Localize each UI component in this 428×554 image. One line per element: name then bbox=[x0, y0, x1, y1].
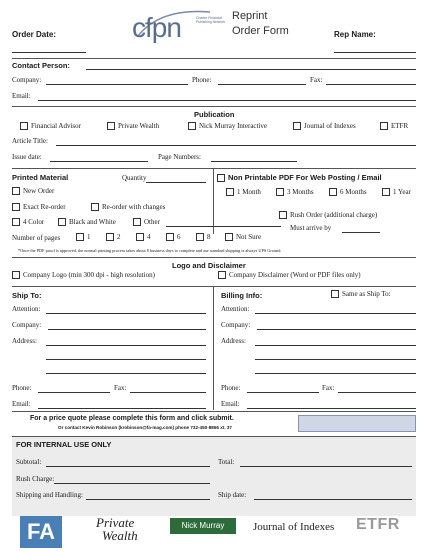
bill-attention-label: Attention: bbox=[221, 305, 250, 313]
bill-email-input[interactable] bbox=[247, 408, 416, 409]
checkbox[interactable] bbox=[12, 187, 20, 195]
new-order-option[interactable]: New Order bbox=[12, 187, 54, 195]
checkbox[interactable] bbox=[136, 233, 144, 241]
ship-phone-label: Phone: bbox=[12, 384, 32, 392]
checkbox[interactable] bbox=[380, 122, 388, 130]
checkbox[interactable] bbox=[188, 122, 196, 130]
publication-option-nick-murray[interactable]: Nick Murray Interactive bbox=[188, 122, 267, 130]
four-color-option[interactable]: 4 Color bbox=[12, 218, 44, 226]
pages-option-2[interactable]: 2 bbox=[106, 233, 121, 241]
checkbox[interactable] bbox=[382, 188, 390, 196]
bill-phone-label: Phone: bbox=[221, 384, 241, 392]
bill-company-label: Company: bbox=[221, 321, 251, 329]
bill-attention-input[interactable] bbox=[255, 313, 416, 314]
checkbox[interactable] bbox=[329, 188, 337, 196]
ship-company-label: Company: bbox=[12, 321, 42, 329]
checkbox[interactable] bbox=[331, 290, 339, 298]
checkbox[interactable] bbox=[58, 218, 66, 226]
ship-address-label: Address: bbox=[12, 337, 37, 345]
submit-button[interactable] bbox=[298, 415, 416, 432]
pages-option-4[interactable]: 4 bbox=[136, 233, 151, 241]
checkbox[interactable] bbox=[196, 233, 204, 241]
private-wealth-logo: Private Wealth bbox=[96, 515, 138, 543]
printed-material-title: Printed Material bbox=[12, 173, 69, 182]
checkbox[interactable] bbox=[91, 203, 99, 211]
checkbox[interactable] bbox=[76, 233, 84, 241]
fax-input[interactable] bbox=[326, 84, 416, 85]
other-input[interactable] bbox=[166, 226, 281, 227]
must-arrive-input[interactable] bbox=[342, 232, 380, 233]
contact-info-text: Or contact Kevin Robinson (krobinson@fa-mag.com) phone 732-450-8866 xt. 37 bbox=[58, 425, 232, 430]
pdf-option[interactable]: Non Printable PDF For Web Posting / Email bbox=[217, 173, 382, 182]
bill-address-label: Address: bbox=[221, 337, 246, 345]
publication-title: Publication bbox=[194, 110, 235, 119]
article-title-label: Article Title: bbox=[12, 137, 48, 145]
divider bbox=[12, 106, 416, 107]
publication-option-journal-of-indexes[interactable]: Journal of Indexes bbox=[293, 122, 356, 130]
bill-phone-input[interactable] bbox=[247, 392, 319, 393]
publication-option-private-wealth[interactable]: Private Wealth bbox=[107, 122, 159, 130]
pages-option-8[interactable]: 8 bbox=[196, 233, 211, 241]
ship-attention-input[interactable] bbox=[46, 313, 206, 314]
reorder-changes-option[interactable]: Re-order with changes bbox=[91, 203, 165, 211]
shipping-handling-input[interactable] bbox=[86, 499, 210, 500]
email-label: Email: bbox=[12, 92, 31, 100]
pdf-1-year[interactable]: 1 Year bbox=[382, 188, 411, 196]
pdf-3-months[interactable]: 3 Months bbox=[276, 188, 314, 196]
divider bbox=[12, 168, 416, 169]
printing-note: *Once the PDF proof is approved, the normal printing process takes about 8 business days to complete and our standard shipping is always UPS Ground. bbox=[18, 248, 282, 253]
cfpn-tagline: Charter Financial Publishing Network bbox=[196, 16, 226, 24]
billing-info-title: Billing Info: bbox=[221, 291, 263, 300]
bill-address-input[interactable] bbox=[255, 359, 416, 360]
journal-of-indexes-logo: Journal of Indexes bbox=[253, 521, 335, 533]
total-input[interactable] bbox=[240, 466, 412, 467]
divider bbox=[12, 257, 416, 258]
rush-charge-label: Rush Charge: bbox=[16, 475, 55, 483]
checkbox[interactable] bbox=[106, 233, 114, 241]
etfr-logo: ETFR bbox=[356, 516, 400, 533]
bill-email-label: Email: bbox=[221, 400, 240, 408]
title-line-1: Reprint bbox=[232, 10, 268, 22]
checkbox[interactable] bbox=[217, 174, 225, 182]
checkbox[interactable] bbox=[12, 218, 20, 226]
title-line-2: Order Form bbox=[232, 25, 289, 37]
order-date-input[interactable] bbox=[12, 52, 86, 53]
pdf-1-month[interactable]: 1 Month bbox=[226, 188, 261, 196]
fa-logo: FA bbox=[20, 516, 62, 548]
checkbox[interactable] bbox=[226, 188, 234, 196]
bill-fax-input[interactable] bbox=[338, 392, 416, 393]
ship-date-label: Ship date: bbox=[218, 491, 247, 499]
checkbox[interactable] bbox=[218, 271, 226, 279]
column-divider bbox=[213, 286, 214, 410]
checkbox[interactable] bbox=[133, 218, 141, 226]
rush-charge-input[interactable] bbox=[54, 483, 210, 484]
issue-date-input[interactable] bbox=[50, 161, 148, 162]
ship-to-title: Ship To: bbox=[12, 291, 42, 300]
publication-option-financial-advisor[interactable]: Financial Advisor bbox=[20, 122, 81, 130]
divider bbox=[12, 58, 416, 59]
phone-label: Phone: bbox=[192, 76, 212, 84]
ship-address-input[interactable] bbox=[46, 359, 206, 360]
black-white-option[interactable]: Black and White bbox=[58, 218, 116, 226]
ship-date-input[interactable] bbox=[254, 499, 412, 500]
rep-name-input[interactable] bbox=[334, 52, 416, 53]
ship-attention-label: Attention: bbox=[12, 305, 41, 313]
bill-address-input[interactable] bbox=[255, 345, 416, 346]
ship-email-input[interactable] bbox=[38, 408, 206, 409]
order-date-label: Order Date: bbox=[12, 30, 57, 39]
cfpn-logo-text: cfpn bbox=[132, 12, 181, 43]
internal-use-title: FOR INTERNAL USE ONLY bbox=[16, 440, 112, 449]
company-input[interactable] bbox=[46, 84, 188, 85]
exact-reorder-option[interactable]: Exact Re-order bbox=[12, 203, 66, 211]
total-label: Total: bbox=[218, 458, 235, 466]
rush-order-option[interactable]: Rush Order (additional charge) bbox=[279, 211, 377, 219]
pages-option-1[interactable]: 1 bbox=[76, 233, 91, 241]
logo-disclaimer-title: Logo and Disclaimer bbox=[172, 261, 246, 270]
company-logo-option[interactable]: Company Logo (min 300 dpi - high resolution) bbox=[12, 271, 155, 279]
checkbox[interactable] bbox=[166, 233, 174, 241]
page-numbers-label: Page Numbers: bbox=[158, 153, 201, 161]
checkbox[interactable] bbox=[20, 122, 28, 130]
checkbox[interactable] bbox=[225, 233, 233, 241]
shipping-handling-label: Shipping and Handling: bbox=[16, 491, 83, 499]
contact-person-input[interactable] bbox=[86, 69, 416, 70]
rep-name-label: Rep Name: bbox=[334, 30, 376, 39]
column-divider bbox=[213, 168, 214, 234]
company-label: Company: bbox=[12, 76, 42, 84]
subtotal-input[interactable] bbox=[46, 466, 210, 467]
bill-address-input[interactable] bbox=[255, 373, 416, 374]
checkbox[interactable] bbox=[276, 188, 284, 196]
article-title-input[interactable] bbox=[56, 145, 416, 146]
subtotal-label: Subtotal: bbox=[16, 458, 42, 466]
pages-label: Number of pages bbox=[12, 234, 61, 242]
ship-address-input[interactable] bbox=[46, 345, 206, 346]
bill-fax-label: Fax: bbox=[322, 384, 335, 392]
checkbox[interactable] bbox=[12, 203, 20, 211]
fax-label: Fax: bbox=[310, 76, 323, 84]
email-input[interactable] bbox=[38, 100, 416, 101]
divider bbox=[12, 286, 416, 287]
checkbox[interactable] bbox=[12, 271, 20, 279]
pdf-6-months[interactable]: 6 Months bbox=[329, 188, 367, 196]
ship-phone-input[interactable] bbox=[38, 392, 110, 393]
price-quote-text: For a price quote please complete this form and click submit. bbox=[30, 415, 234, 422]
quantity-input[interactable] bbox=[146, 182, 206, 183]
company-disclaimer-option[interactable]: Company Disclaimer (Word or PDF files only) bbox=[218, 271, 361, 279]
same-as-ship-to-option[interactable]: Same as Ship To: bbox=[331, 290, 391, 298]
ship-fax-input[interactable] bbox=[130, 392, 206, 393]
bill-company-input[interactable] bbox=[257, 329, 416, 330]
nick-murray-logo: Nick Murray bbox=[170, 518, 236, 534]
page-numbers-input[interactable] bbox=[211, 161, 297, 162]
ship-address-input[interactable] bbox=[46, 373, 206, 374]
publication-option-etfr[interactable]: ETFR bbox=[380, 122, 408, 130]
ship-fax-label: Fax: bbox=[114, 384, 127, 392]
divider bbox=[12, 411, 416, 412]
other-option[interactable]: Other bbox=[133, 218, 160, 226]
checkbox[interactable] bbox=[279, 211, 287, 219]
must-arrive-label: Must arrive by bbox=[290, 224, 332, 232]
pages-option-not-sure[interactable]: Not Sure bbox=[225, 233, 261, 241]
quantity-label: Quantity bbox=[122, 174, 147, 182]
issue-date-label: Issue date: bbox=[12, 153, 42, 161]
checkbox[interactable] bbox=[107, 122, 115, 130]
checkbox[interactable] bbox=[293, 122, 301, 130]
phone-input[interactable] bbox=[218, 84, 306, 85]
cfpn-logo bbox=[130, 6, 230, 46]
ship-company-input[interactable] bbox=[48, 329, 206, 330]
ship-email-label: Email: bbox=[12, 400, 31, 408]
contact-person-label: Contact Person: bbox=[12, 61, 70, 70]
pages-option-6[interactable]: 6 bbox=[166, 233, 181, 241]
